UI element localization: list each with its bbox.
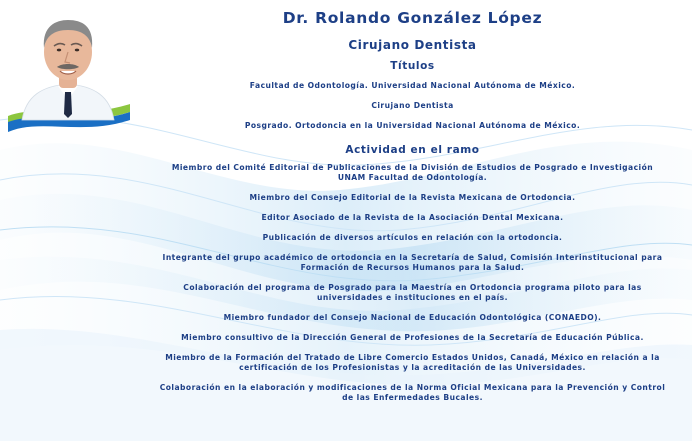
list-item: Colaboración en la elaboración y modificaciones de la Norma Oficial Mexicana para la Prevención y Control de las Enfermedades Bucales. xyxy=(159,383,666,402)
list-item: Miembro del Comité Editorial de Publicaciones de la División de Estudios de Posgrado e Investigación UNAM Facultad de Odontología. xyxy=(171,163,654,182)
doctor-name: Dr. Rolando González López xyxy=(282,9,543,27)
list-item: Miembro del Consejo Editorial de la Revista Mexicana de Ortodoncia. xyxy=(249,193,576,202)
list-item: Miembro de la Formación del Tratado de Libre Comercio Estados Unidos, Canadá, México en relación a la certificación de los Profesionistas y la acreditación de las Universidades. xyxy=(165,353,660,372)
titulos-list xyxy=(140,81,685,131)
doctor-portrait xyxy=(8,8,130,136)
list-item: Publicación de diversos artículos en relación con la ortodoncia. xyxy=(262,233,563,242)
list-item: Cirujano Dentista xyxy=(371,101,454,110)
cv-content xyxy=(140,8,685,403)
list-item: Integrante del grupo académico de ortodoncia en la Secretaría de Salud, Comisión Interinstitucional para Formación de Recursos Humanos para la Salud. xyxy=(162,253,663,272)
list-item: Colaboración del programa de Posgrado para la Maestría en Ortodoncia programa piloto para las universidades e instituciones en el país. xyxy=(183,283,642,302)
list-item: Miembro consultivo de la Dirección General de Profesiones de la Secretaría de Educación Pública. xyxy=(181,333,644,342)
list-item: Posgrado. Ortodoncia en la Universidad Nacional Autónoma de México. xyxy=(244,121,581,130)
actividad-heading: Actividad en el ramo xyxy=(345,144,480,156)
list-item: Miembro fundador del Consejo Nacional de Educación Odontológica (CONAEDO). xyxy=(223,313,602,322)
actividad-list xyxy=(140,163,685,403)
profession-title: Cirujano Dentista xyxy=(348,38,477,52)
titulos-heading: Títulos xyxy=(390,60,435,72)
list-item: Editor Asociado de la Revista de la Asociación Dental Mexicana. xyxy=(261,213,564,222)
list-item: Facultad de Odontología. Universidad Nacional Autónoma de México. xyxy=(249,81,576,90)
